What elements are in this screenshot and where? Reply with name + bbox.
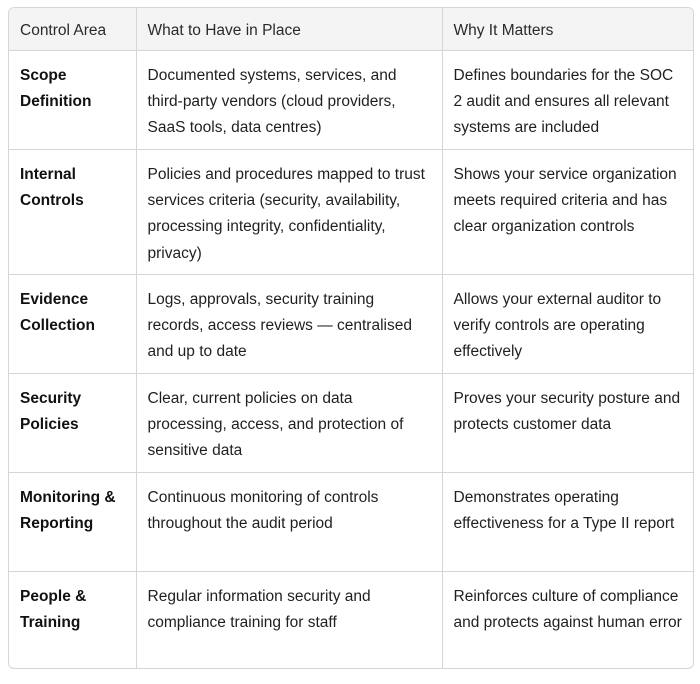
why-it-matters-cell: Proves your security posture and protects customer data (442, 374, 693, 473)
table-body (9, 51, 693, 669)
column-header-why-it-matters: Why It Matters (442, 8, 693, 51)
table-row (9, 275, 693, 374)
control-area-cell: Monitoring & Reporting (9, 473, 136, 572)
table-row (9, 572, 693, 669)
soc2-controls-table (8, 7, 694, 669)
why-it-matters-cell: Demonstrates operating effectiveness for a Type II report (442, 473, 693, 572)
why-it-matters-cell: Allows your external auditor to verify controls are operating effectively (442, 275, 693, 374)
column-header-control-area: Control Area (9, 8, 136, 51)
why-it-matters-cell: Shows your service organization meets required criteria and has clear organization controls (442, 150, 693, 275)
controls-table (9, 8, 693, 668)
table-row (9, 374, 693, 473)
control-area-cell: People & Training (9, 572, 136, 669)
header-row (9, 8, 693, 51)
control-area-cell: Evidence Collection (9, 275, 136, 374)
what-to-have-cell: Logs, approvals, security training records, access reviews — centralised and up to date (136, 275, 442, 374)
column-header-what-to-have: What to Have in Place (136, 8, 442, 51)
table-row (9, 473, 693, 572)
control-area-cell: Internal Controls (9, 150, 136, 275)
why-it-matters-cell: Defines boundaries for the SOC 2 audit and ensures all relevant systems are included (442, 51, 693, 150)
table-row (9, 51, 693, 150)
table-row (9, 150, 693, 275)
what-to-have-cell: Policies and procedures mapped to trust services criteria (security, availability, processing integrity, confidentiality, privacy) (136, 150, 442, 275)
why-it-matters-cell: Reinforces culture of compliance and protects against human error (453, 588, 682, 632)
control-area-cell: Scope Definition (9, 51, 136, 150)
what-to-have-cell: Regular information security and compliance training for staff (136, 572, 442, 669)
table-header (9, 8, 693, 51)
what-to-have-cell: Continuous monitoring of controls throughout the audit period (136, 473, 442, 572)
what-to-have-cell: Documented systems, services, and third-party vendors (cloud providers, SaaS tools, data centres) (136, 51, 442, 150)
control-area-cell: Security Policies (9, 374, 136, 473)
what-to-have-cell: Clear, current policies on data processing, access, and protection of sensitive data (136, 374, 442, 473)
